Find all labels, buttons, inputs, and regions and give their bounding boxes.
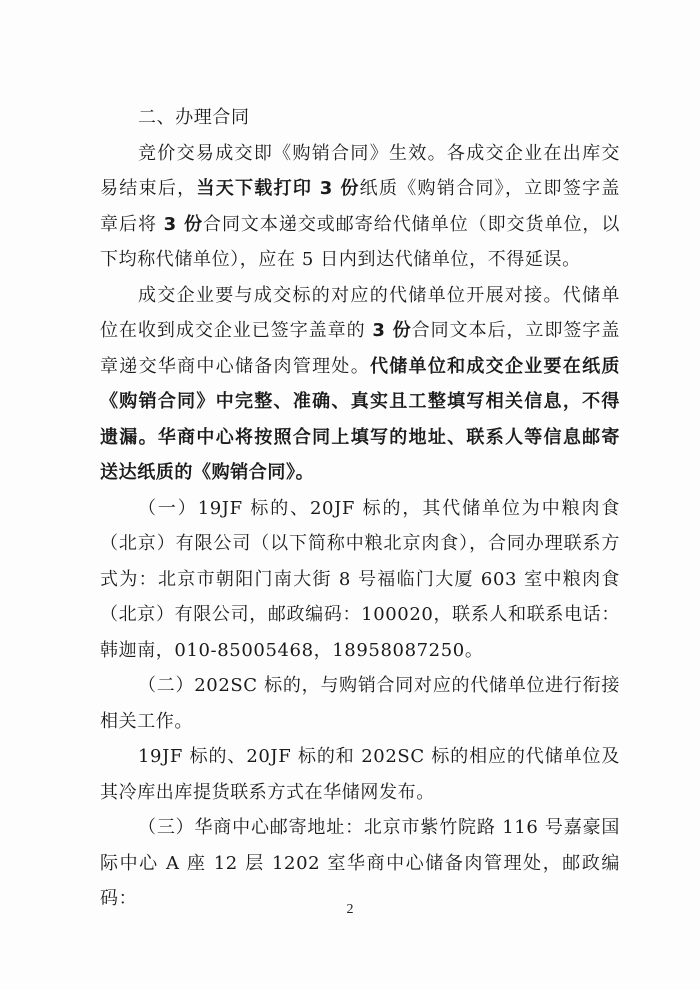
text-run: 成交企业要与成交标的对应的代储单位开展对接。代储单位在收到成交企业已签字盖章的 bbox=[100, 284, 620, 341]
emphasis-run: 3 份 bbox=[372, 320, 412, 341]
page-number: 2 bbox=[346, 902, 354, 917]
paragraph-docking bbox=[100, 278, 620, 491]
paragraph-item-2: （二）202SC 标的，与购销合同对应的代储单位进行衔接相关工作。 bbox=[100, 675, 620, 732]
document-body bbox=[100, 100, 620, 917]
emphasis-run: 3 份 bbox=[163, 213, 203, 235]
emphasis-run: 当天下载打印 3 份 bbox=[196, 178, 360, 199]
paragraph-contract-effect bbox=[100, 136, 620, 278]
text-run: 合同文本后，立即签字盖章递交华商中心储备肉管理处。 bbox=[100, 320, 620, 377]
text-run: 竞价交易成交即《购销合同》生效。各成交企业在出库交易结束后， bbox=[100, 142, 620, 199]
text-run: 纸质《购销合同》，立即签字盖章后将 bbox=[100, 178, 620, 235]
emphasis-run: 代储单位和成交企业要在纸质《购销合同》中完整、准确、真实且工整填写相关信息，不得遗漏。华商中心将按照合同上填写的地址、联系人等信息邮寄送达纸质的《购销合同》。 bbox=[100, 355, 620, 483]
section-heading: 二、办理合同 bbox=[138, 107, 250, 128]
paragraph-item-1: （一）19JF 标的、20JF 标的，其代储单位为中粮肉食（北京）有限公司（以下简称中粮北京肉食），合同办理联系方式为：北京市朝阳门南大街 8 号福临门大厦 603 室中粮肉食（北京）有限公司，邮政编码：100020，联系人和联系电话：韩迦南，010-85005468，18958087250。 bbox=[100, 497, 620, 661]
paragraph-publish-note: 19JF 标的、20JF 标的和 202SC 标的相应的代储单位及其冷库出库提货联系方式在华储网发布。 bbox=[100, 746, 620, 803]
text-run: 合同文本递交或邮寄给代储单位（即交货单位，以下均称代储单位），应在 5 日内到达代储单位，不得延误。 bbox=[100, 213, 621, 270]
paragraph-item-3: （三）华商中心邮寄地址：北京市紫竹院路 116 号嘉豪国际中心 A 座 12 层 1202 室华商中心储备肉管理处，邮政编码： bbox=[100, 817, 620, 909]
